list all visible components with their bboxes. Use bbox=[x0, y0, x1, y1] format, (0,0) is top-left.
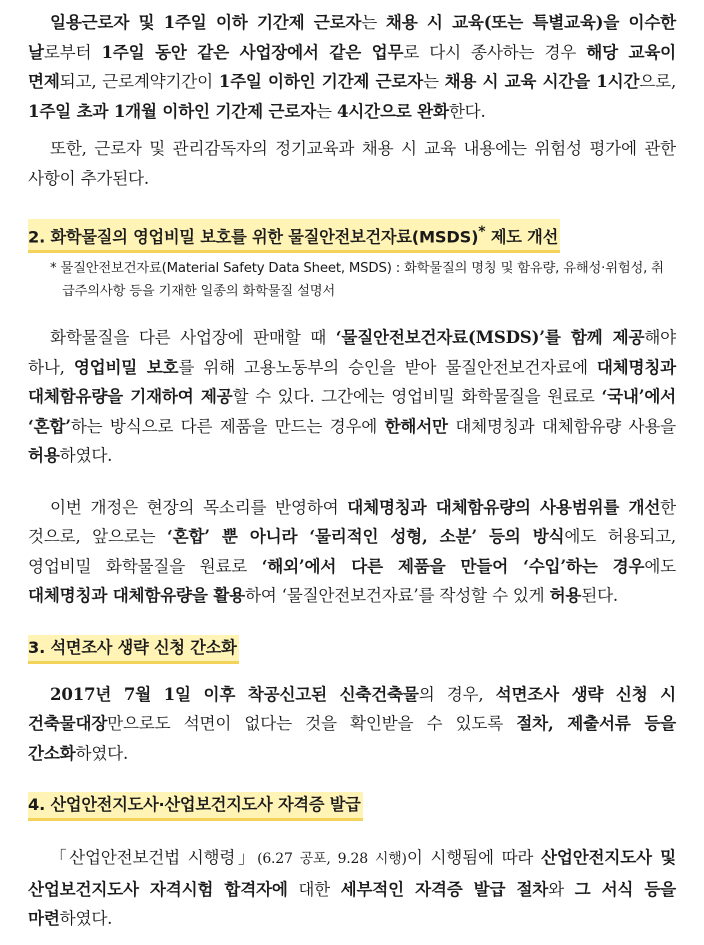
text-bold: 채용 시 교육 시간을 1시간 bbox=[444, 71, 640, 91]
text-bold: 해당 교육이 면제 bbox=[28, 41, 676, 91]
text-bold: ‘물질안전보건자료(MSDS)’를 함께 제공 bbox=[335, 327, 645, 348]
text-bold: 대체명칭과 대체함유량을 활용 bbox=[28, 585, 245, 606]
text: 대체명칭과 대체함유량 사용을 bbox=[447, 416, 676, 436]
heading-text-tail: 제도 개선 bbox=[485, 227, 559, 247]
text: 는 bbox=[316, 101, 337, 121]
paragraph-asbestos bbox=[28, 680, 676, 769]
text: 화학물질을 다른 사업장에 판매할 때 bbox=[50, 328, 336, 348]
text-small: (6.27 공포, 9.28 시행) bbox=[257, 851, 407, 868]
text: 대한 bbox=[287, 879, 341, 899]
text: 이 시행됨에 따라 bbox=[406, 848, 542, 868]
text-bold: ‘혼합’ 뿐 아니라 ‘물리적인 성형, 소분’ 등의 방식 bbox=[167, 526, 565, 547]
text: 이번 개정은 현장의 목소리를 반영하여 bbox=[50, 497, 348, 517]
text: 는 bbox=[361, 13, 386, 32]
text: 으로, bbox=[639, 72, 677, 91]
paragraph-certificate bbox=[28, 843, 676, 934]
section-heading-3-wrap bbox=[28, 635, 676, 664]
text: 와 bbox=[548, 879, 575, 899]
text-bold: ‘해외’에서 다른 제품을 만들어 ‘수입’하는 경우 bbox=[261, 555, 645, 576]
text-bold: 그 서식 등을 마련 bbox=[28, 878, 677, 929]
text: 하였다. bbox=[75, 743, 129, 763]
text-bold: 2017년 7월 1일 이후 착공신고된 신축건축물 bbox=[50, 683, 419, 704]
section-heading-asbestos: 3. 석면조사 생략 신청 간소화 bbox=[28, 635, 239, 664]
text-bold: 석면조사 생략 신청 시 건축물대장 bbox=[28, 683, 677, 734]
text-bold: 세부적인 자격증 발급 절차 bbox=[340, 878, 549, 899]
paragraph-regular-education bbox=[28, 134, 676, 193]
section-heading-4-wrap bbox=[28, 792, 676, 821]
text: 한다. bbox=[448, 101, 486, 121]
paragraph-daily-workers bbox=[28, 8, 676, 126]
text: 하여 ‘물질안전보건자료’를 작성할 수 있게 bbox=[244, 586, 550, 606]
text: 하는 방식으로 다른 제품을 만드는 경우에 bbox=[70, 416, 385, 436]
text-bold: 절차, 제출서류 등을 간소화 bbox=[28, 713, 676, 763]
text-bold: 4시간으로 완화 bbox=[336, 100, 449, 121]
section-heading-certificate: 4. 산업안전지도사·산업보건지도사 자격증 발급 bbox=[28, 792, 363, 821]
footnote-mark: * bbox=[478, 224, 486, 240]
text: 에도 허용되고, 영업비밀 화학물질을 원료로 bbox=[28, 527, 676, 576]
text: 해야 하나, bbox=[28, 328, 676, 377]
text-bold: 대체명칭과 대체함유량의 사용범위를 개선 bbox=[347, 496, 661, 517]
heading-text: 2. 화학물질의 영업비밀 보호를 위한 물질안전보건자료(MSDS) bbox=[28, 227, 479, 247]
text-bold: 산업안전지도사 및 산업보건지도사 자격시험 합격자에 bbox=[28, 847, 676, 899]
text-bold: 1주일 이하인 기간제 근로자 bbox=[218, 71, 423, 91]
text: 는 bbox=[423, 72, 445, 91]
text: 되고, 근로계약기간이 bbox=[59, 72, 219, 91]
text: 를 위해 고용노동부의 승인을 받아 물질안전보건자료에 bbox=[178, 357, 597, 377]
text-bold: 허용 bbox=[549, 585, 582, 606]
text: 「산업안전보건법 시행령」 bbox=[50, 848, 258, 868]
text: 한 것으로, 앞으로는 bbox=[28, 497, 676, 547]
text-bold: ‘국내’에서 ‘혼합’ bbox=[28, 386, 676, 436]
text-bold: 허용 bbox=[28, 445, 60, 466]
text-bold: 일용근로자 및 1주일 이하 기간제 근로자 bbox=[50, 12, 362, 32]
section-heading-msds bbox=[28, 219, 560, 253]
text: 로부터 bbox=[43, 42, 102, 62]
text: 로 다시 종사하는 경우 bbox=[403, 42, 587, 62]
text: 또한, 근로자 및 관리감독자의 정기교육과 채용 시 교육 내용에는 위험성 평가에 관한 사항이 추가된다. bbox=[28, 139, 676, 188]
text: 하였다. bbox=[59, 909, 113, 929]
paragraph-msds-current bbox=[28, 323, 676, 471]
text: 하였다. bbox=[59, 446, 113, 466]
text-bold: 1주일 초과 1개월 이하인 기간제 근로자 bbox=[28, 100, 317, 121]
text-bold: 대체명칭과 대체함유량을 기재하여 제공 bbox=[28, 356, 676, 407]
text: 에도 bbox=[644, 556, 676, 576]
text-bold: 채용 시 교육(또는 특별교육)을 이수한 날 bbox=[28, 12, 676, 62]
text: 된다. bbox=[581, 586, 618, 606]
text: 할 수 있다. 그간에는 영업비밀 화학물질을 원료로 bbox=[232, 387, 602, 407]
text-bold: 1주일 동안 같은 사업장에서 같은 업무 bbox=[101, 41, 404, 62]
text-bold: 영업비밀 보호 bbox=[73, 356, 179, 377]
text: 의 경우, bbox=[418, 684, 496, 704]
footnote-msds-definition: * 물질안전보건자료(Material Safety Data Sheet, MSDS) : 화학물질의 명칭 및 함유량, 유해성·위험성, 취급주의사항 등을 기재한 일종의 화학물질 설명서 bbox=[50, 261, 664, 300]
paragraph-msds-revision bbox=[28, 493, 676, 611]
text-bold: 한해서만 bbox=[384, 415, 448, 436]
section-heading-2-wrap bbox=[28, 219, 676, 253]
text: 만으로도 석면이 없다는 것을 확인받을 수 있도록 bbox=[107, 714, 517, 734]
